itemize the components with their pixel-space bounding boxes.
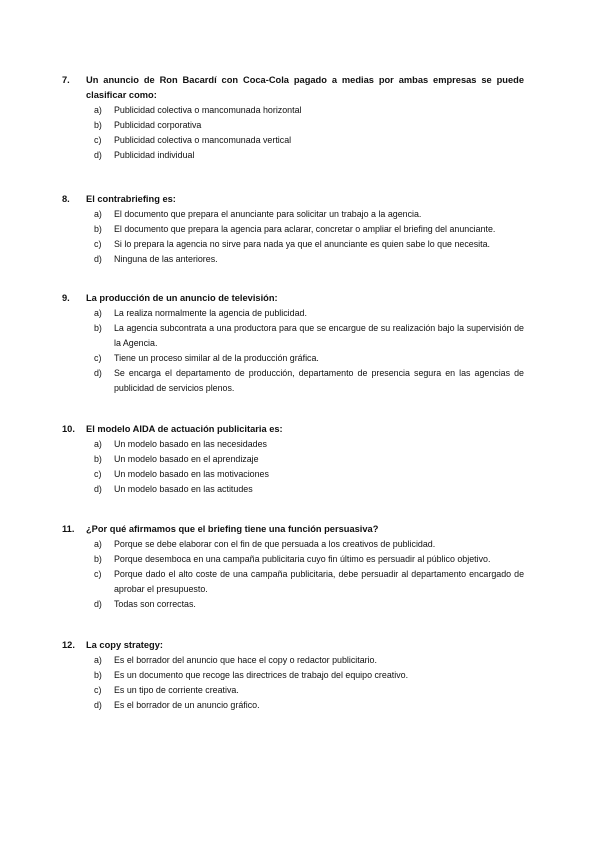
option-d <box>62 482 524 497</box>
option-letter: a) <box>94 439 102 449</box>
option-text: Si lo prepara la agencia no sirve para nada ya que el anunciante es quien sabe lo que necesita. <box>114 239 490 249</box>
option-text: Publicidad colectiva o mancomunada vertical <box>114 135 292 145</box>
option-text: Es un documento que recoge las directrices de trabajo del equipo creativo. <box>114 670 409 680</box>
option-a <box>62 103 524 118</box>
question-number: 8. <box>62 194 70 204</box>
option-text: Un modelo basado en las actitudes <box>114 484 253 494</box>
question-number: 9. <box>62 293 70 303</box>
question-12 <box>62 638 524 713</box>
options-list <box>62 103 524 163</box>
option-text: Tiene un proceso similar al de la producción gráfica. <box>114 353 319 363</box>
option-d <box>62 597 524 612</box>
option-letter: c) <box>94 685 102 695</box>
option-letter: d) <box>94 599 102 609</box>
option-text: Publicidad colectiva o mancomunada horizontal <box>114 105 302 115</box>
question-8 <box>62 192 524 267</box>
options-list <box>62 306 524 396</box>
option-letter: d) <box>94 368 102 378</box>
option-letter: c) <box>94 353 102 363</box>
option-letter: b) <box>94 120 102 130</box>
option-letter: a) <box>94 655 102 665</box>
question-number: 12. <box>62 640 75 650</box>
option-letter: c) <box>94 239 102 249</box>
option-text: La realiza normalmente la agencia de publicidad. <box>114 308 307 318</box>
option-letter: d) <box>94 484 102 494</box>
option-text: Un modelo basado en el aprendizaje <box>114 454 259 464</box>
option-b <box>62 222 524 237</box>
option-b <box>62 552 524 567</box>
option-letter: b) <box>94 323 102 333</box>
option-text: Un modelo basado en las motivaciones <box>114 469 269 479</box>
question-header <box>62 291 524 306</box>
option-a <box>62 207 524 222</box>
question-header <box>62 192 524 207</box>
option-text: Es el borrador del anuncio que hace el copy o redactor publicitario. <box>114 655 377 665</box>
option-c <box>62 567 524 597</box>
option-a <box>62 306 524 321</box>
question-text: El modelo AIDA de actuación publicitaria es: <box>86 424 283 434</box>
option-text: El documento que prepara la agencia para aclarar, concretar o ampliar el briefing del anunciante. <box>114 224 496 234</box>
question-number: 7. <box>62 75 70 85</box>
option-c <box>62 237 524 252</box>
option-text: Todas son correctas. <box>114 599 196 609</box>
question-10 <box>62 422 524 497</box>
option-text: Porque se debe elaborar con el fin de que persuada a los creativos de publicidad. <box>114 539 436 549</box>
question-text: La producción de un anuncio de televisión: <box>86 293 278 303</box>
option-text: Un modelo basado en las necesidades <box>114 439 267 449</box>
option-letter: b) <box>94 454 102 464</box>
option-c <box>62 351 524 366</box>
question-number: 11. <box>62 524 75 534</box>
option-text: Publicidad corporativa <box>114 120 202 130</box>
option-text: Porque dado el alto coste de una campaña publicitaria, debe persuadir al departamento encargado de aprobar el presupuesto. <box>114 569 524 594</box>
option-text: Es el borrador de un anuncio gráfico. <box>114 700 260 710</box>
question-header <box>62 522 524 537</box>
question-text: El contrabriefing es: <box>86 194 176 204</box>
option-text: El documento que prepara el anunciante para solicitar un trabajo a la agencia. <box>114 209 422 219</box>
question-header <box>62 73 524 103</box>
question-number: 10. <box>62 424 75 434</box>
option-text: La agencia subcontrata a una productora para que se encargue de su realización bajo la supervisión de la Agencia. <box>114 323 524 348</box>
option-letter: a) <box>94 308 102 318</box>
option-text: Se encarga el departamento de producción, departamento de presencia segura en las agencias de publicidad de servicios plenos. <box>114 368 524 393</box>
option-letter: b) <box>94 224 102 234</box>
option-text: Es un tipo de corriente creativa. <box>114 685 239 695</box>
option-letter: b) <box>94 670 102 680</box>
option-a <box>62 653 524 668</box>
option-text: Publicidad individual <box>114 150 195 160</box>
option-a <box>62 537 524 552</box>
options-list <box>62 437 524 497</box>
options-list <box>62 207 524 267</box>
option-d <box>62 148 524 163</box>
option-letter: b) <box>94 554 102 564</box>
option-letter: c) <box>94 135 102 145</box>
option-b <box>62 118 524 133</box>
option-b <box>62 668 524 683</box>
option-c <box>62 133 524 148</box>
option-d <box>62 366 524 396</box>
option-a <box>62 437 524 452</box>
options-list <box>62 653 524 713</box>
option-letter: a) <box>94 539 102 549</box>
option-letter: c) <box>94 469 102 479</box>
options-list <box>62 537 524 612</box>
question-11 <box>62 522 524 612</box>
question-header <box>62 638 524 653</box>
option-letter: d) <box>94 150 102 160</box>
option-c <box>62 683 524 698</box>
option-b <box>62 452 524 467</box>
option-letter: a) <box>94 209 102 219</box>
question-header <box>62 422 524 437</box>
option-letter: d) <box>94 254 102 264</box>
option-text: Ninguna de las anteriores. <box>114 254 218 264</box>
option-d <box>62 252 524 267</box>
option-d <box>62 698 524 713</box>
option-text: Porque desemboca en una campaña publicitaria cuyo fin último es persuadir al público objetivo. <box>114 554 491 564</box>
question-text: Un anuncio de Ron Bacardí con Coca-Cola pagado a medias por ambas empresas se puede clasificar como: <box>86 75 524 100</box>
option-letter: c) <box>94 569 102 579</box>
option-letter: a) <box>94 105 102 115</box>
question-text: ¿Por qué afirmamos que el briefing tiene una función persuasiva? <box>86 524 379 534</box>
question-9 <box>62 291 524 396</box>
option-c <box>62 467 524 482</box>
question-7 <box>62 73 524 163</box>
option-letter: d) <box>94 700 102 710</box>
question-text: La copy strategy: <box>86 640 163 650</box>
option-b <box>62 321 524 351</box>
